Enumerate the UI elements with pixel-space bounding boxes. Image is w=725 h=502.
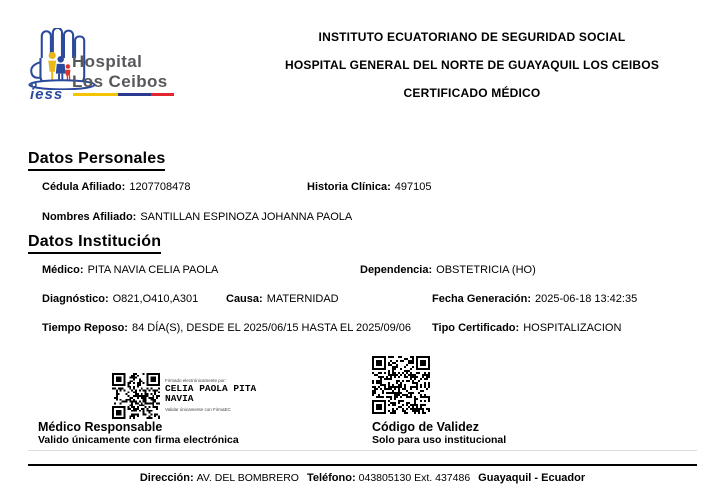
telefono-value: 043805130 Ext. 437486 <box>358 472 471 484</box>
field-tiempo-reposo <box>42 322 411 334</box>
nombres-afiliado-value: SANTILLAN ESPINOZA JOHANNA PAOLA <box>140 211 353 223</box>
hospital-name <box>72 52 168 92</box>
firmado-electronicamente-note: Firmado electrónicamente por: <box>165 378 227 383</box>
footer-divider <box>28 464 697 466</box>
field-cedula-afiliado <box>42 181 191 193</box>
tipo-certificado-label: Tipo Certificado: <box>432 322 520 334</box>
validar-firmaec-note: Validar únicamente con FirmaEC <box>165 407 231 412</box>
cedula-afiliado-value: 1207708478 <box>129 181 191 193</box>
diagnostico-label: Diagnóstico: <box>42 293 109 305</box>
uso-institucional-note: Solo para uso institucional <box>372 434 507 446</box>
direccion-label: Dirección: <box>139 472 194 484</box>
iess-hospital-logo <box>26 28 176 103</box>
diagnostico-value: O821,O410,A301 <box>112 293 199 305</box>
codigo-validez-label: Código de Validez <box>372 420 479 434</box>
field-diagnostico <box>42 293 198 305</box>
iess-wordmark: iess <box>30 86 64 103</box>
tiempo-reposo-value: 84 DÍA(S), DESDE EL 2025/06/15 HASTA EL 2025/09/06 <box>131 322 412 334</box>
tipo-certificado-value: HOSPITALIZACION <box>523 322 622 334</box>
flag-bar <box>73 93 174 96</box>
field-nombres-afiliado <box>42 211 352 223</box>
fecha-generacion-label: Fecha Generación: <box>432 293 532 305</box>
header-institution: INSTITUTO ECUATORIANO DE SEGURIDAD SOCIAL <box>318 30 626 44</box>
header-hospital: HOSPITAL GENERAL DEL NORTE DE GUAYAQUIL LOS CEIBOS <box>284 58 660 72</box>
direccion-value: AV. DEL BOMBRERO <box>196 472 299 484</box>
signature-firmante-name: CELIA PAOLA PITA NAVIA <box>165 383 257 404</box>
hospital-name-line2: Los Ceibos <box>72 72 168 91</box>
historia-clinica-value: 497105 <box>394 181 432 193</box>
fecha-generacion-value: 2025-06-18 13:42:35 <box>535 293 638 305</box>
field-historia-clinica <box>307 181 431 193</box>
footer-city: Guayaquil - Ecuador <box>478 472 586 484</box>
field-medico <box>42 264 218 276</box>
section-title-datos-institucion: Datos Institución <box>28 233 161 254</box>
nombres-afiliado-label: Nombres Afiliado: <box>42 211 137 223</box>
field-causa <box>226 293 339 305</box>
causa-label: Causa: <box>226 293 263 305</box>
signature-text-block <box>165 378 295 413</box>
field-fecha-generacion <box>432 293 637 305</box>
medico-value: PITA NAVIA CELIA PAOLA <box>87 264 219 276</box>
historia-clinica-label: Historia Clínica: <box>307 181 391 193</box>
field-dependencia <box>360 264 536 276</box>
validez-qr-code <box>372 356 430 414</box>
header-certificate-title: CERTIFICADO MÉDICO <box>403 86 541 100</box>
dependencia-value: OBSTETRICIA (HO) <box>436 264 536 276</box>
tiempo-reposo-label: Tiempo Reposo: <box>42 322 128 334</box>
causa-value: MATERNIDAD <box>266 293 339 305</box>
dependencia-label: Dependencia: <box>360 264 433 276</box>
firma-electronica-note: Valido únicamente con firma electrónica <box>38 434 239 446</box>
flag-bar-red <box>151 93 174 96</box>
field-tipo-certificado <box>432 322 621 334</box>
doctor-signature-qr-code <box>112 373 160 419</box>
flag-bar-blue <box>118 93 151 96</box>
flag-bar-yellow <box>73 93 118 96</box>
footer-faint-divider <box>28 450 697 451</box>
telefono-label: Teléfono: <box>306 472 356 484</box>
medico-responsable-label: Médico Responsable <box>38 420 163 434</box>
cedula-afiliado-label: Cédula Afiliado: <box>42 181 126 193</box>
section-title-datos-personales: Datos Personales <box>28 150 165 171</box>
footer-contact-line <box>0 472 725 484</box>
hospital-name-line1: Hospital <box>72 52 143 71</box>
medico-label: Médico: <box>42 264 84 276</box>
